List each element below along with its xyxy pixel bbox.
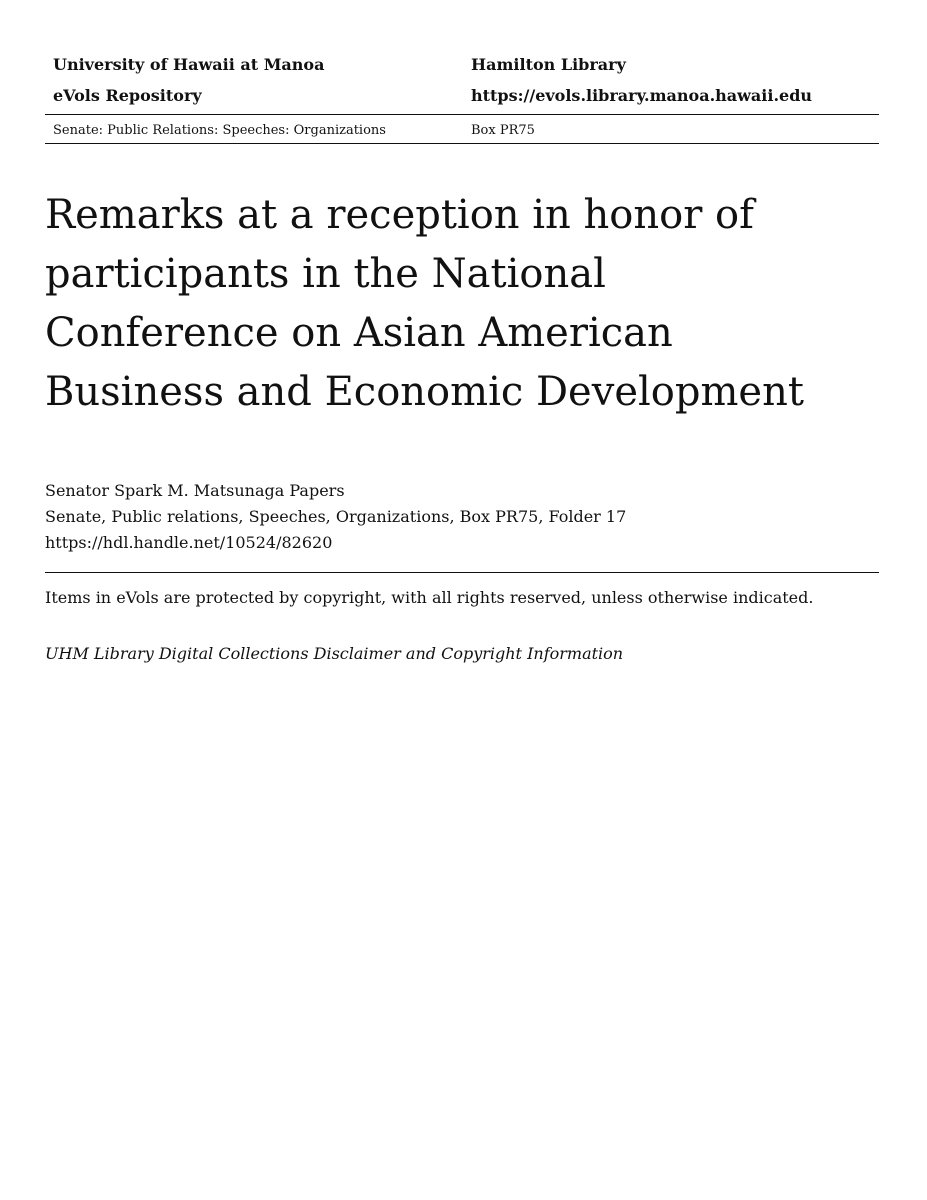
repository-url-link[interactable]: https://evols.library.manoa.hawaii.edu [471,86,813,105]
collection-path: Senate: Public Relations: Speeches: Organizations [53,123,386,138]
repository-name: eVols Repository [53,86,202,105]
document-metadata [45,478,626,556]
handle-link[interactable]: https://hdl.handle.net/10524/82620 [45,533,333,552]
box-label: Box PR75 [471,123,535,138]
document-header [45,52,879,144]
footer-divider [45,572,879,573]
header-row-1 [45,52,879,83]
collection-name: Senator Spark M. Matsunaga Papers [45,481,345,500]
rights-statement: Items in eVols are protected by copyright, with all rights reserved, unless otherwise indicated. [45,588,814,607]
header-row-2 [45,83,879,114]
disclaimer-link[interactable]: UHM Library Digital Collections Disclaimer and Copyright Information [45,644,624,663]
folder-location: Senate, Public relations, Speeches, Organizations, Box PR75, Folder 17 [45,507,627,526]
header-divider-bottom [45,143,879,144]
header-row-3 [45,115,879,143]
document-title: Remarks at a reception in honor of participants in the National Conference on Asian American Business and Economic Development [45,192,804,415]
institution-name: University of Hawaii at Manoa [53,55,325,74]
library-name: Hamilton Library [471,55,626,74]
